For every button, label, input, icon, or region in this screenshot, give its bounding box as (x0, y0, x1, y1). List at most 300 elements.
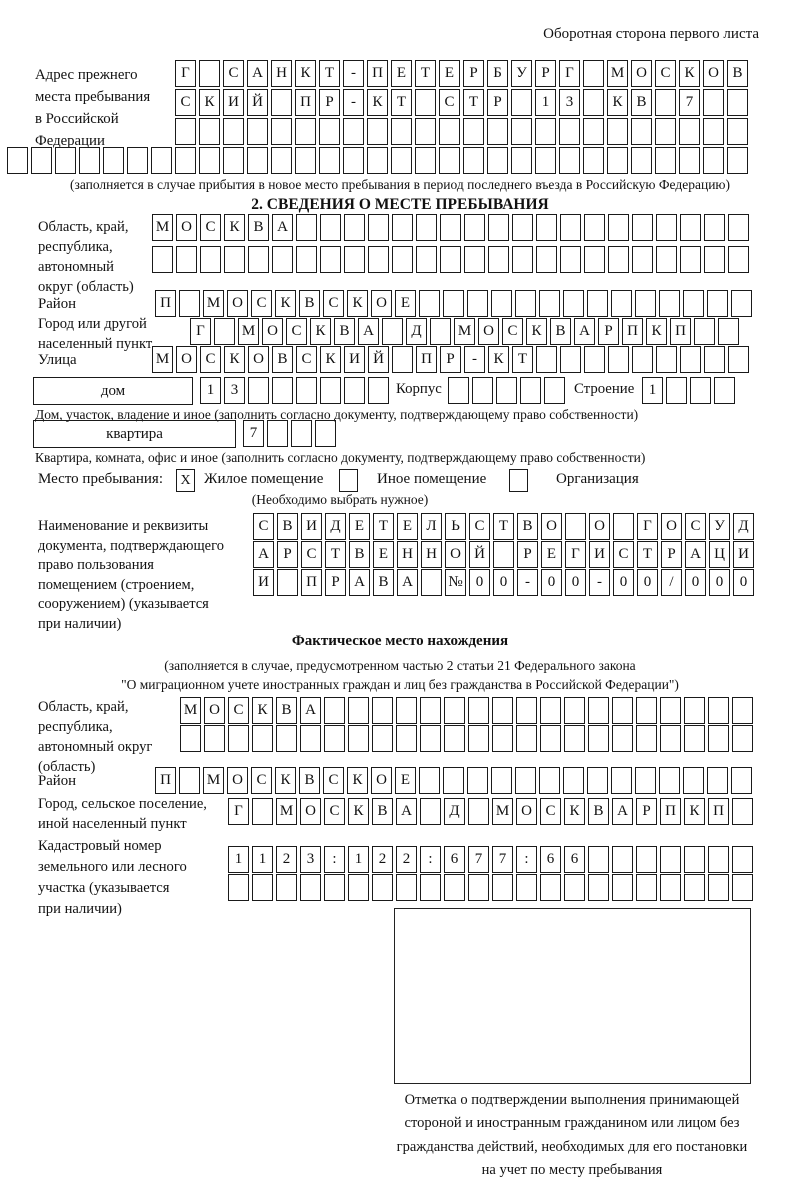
char-cell[interactable] (103, 147, 124, 174)
char-cell[interactable] (247, 147, 268, 174)
char-cell[interactable]: Е (391, 60, 412, 87)
char-cell[interactable] (636, 846, 657, 873)
char-cell[interactable] (320, 246, 341, 273)
char-cell[interactable] (464, 214, 485, 241)
char-cell[interactable] (536, 346, 557, 373)
prev-address-row-2[interactable] (175, 89, 748, 116)
cadastral-row-2[interactable] (228, 874, 753, 901)
char-cell[interactable]: - (464, 346, 485, 373)
char-cell[interactable]: К (224, 346, 245, 373)
char-cell[interactable] (252, 874, 273, 901)
char-cell[interactable] (416, 246, 437, 273)
char-cell[interactable] (539, 290, 560, 317)
char-cell[interactable] (544, 377, 565, 404)
char-cell[interactable]: Е (373, 541, 394, 568)
char-cell[interactable] (199, 60, 220, 87)
char-cell[interactable] (636, 874, 657, 901)
char-cell[interactable] (660, 725, 681, 752)
char-cell[interactable] (439, 118, 460, 145)
char-cell[interactable] (320, 214, 341, 241)
char-cell[interactable] (563, 290, 584, 317)
char-cell[interactable]: А (612, 798, 633, 825)
char-cell[interactable]: М (180, 697, 201, 724)
char-cell[interactable]: В (277, 513, 298, 540)
char-cell[interactable] (540, 874, 561, 901)
char-cell[interactable]: Е (395, 290, 416, 317)
char-cell[interactable] (511, 89, 532, 116)
char-cell[interactable]: К (646, 318, 667, 345)
char-cell[interactable] (320, 377, 341, 404)
char-cell[interactable] (468, 874, 489, 901)
char-cell[interactable]: Ц (709, 541, 730, 568)
char-cell[interactable] (179, 290, 200, 317)
char-cell[interactable]: В (299, 767, 320, 794)
char-cell[interactable] (659, 767, 680, 794)
char-cell[interactable]: Т (415, 60, 436, 87)
char-cell[interactable]: С (469, 513, 490, 540)
char-cell[interactable]: П (295, 89, 316, 116)
char-cell[interactable] (443, 767, 464, 794)
char-cell[interactable] (707, 767, 728, 794)
char-cell[interactable]: Е (395, 767, 416, 794)
char-cell[interactable]: Е (349, 513, 370, 540)
char-cell[interactable]: М (492, 798, 513, 825)
char-cell[interactable]: Р (319, 89, 340, 116)
char-cell[interactable]: С (175, 89, 196, 116)
char-cell[interactable]: А (253, 541, 274, 568)
char-cell[interactable] (515, 290, 536, 317)
char-cell[interactable]: Г (637, 513, 658, 540)
char-cell[interactable] (636, 725, 657, 752)
char-cell[interactable] (704, 214, 725, 241)
char-cell[interactable] (396, 725, 417, 752)
char-cell[interactable]: К (488, 346, 509, 373)
char-cell[interactable] (391, 147, 412, 174)
char-cell[interactable]: К (275, 767, 296, 794)
char-cell[interactable] (694, 318, 715, 345)
char-cell[interactable] (631, 147, 652, 174)
char-cell[interactable] (488, 214, 509, 241)
char-cell[interactable] (343, 118, 364, 145)
char-cell[interactable] (583, 60, 604, 87)
char-cell[interactable] (487, 147, 508, 174)
char-cell[interactable] (679, 147, 700, 174)
char-cell[interactable]: В (248, 214, 269, 241)
char-cell[interactable] (583, 118, 604, 145)
char-cell[interactable] (731, 290, 752, 317)
char-cell[interactable]: А (358, 318, 379, 345)
char-cell[interactable]: М (607, 60, 628, 87)
char-cell[interactable] (560, 346, 581, 373)
char-cell[interactable]: Д (325, 513, 346, 540)
actual-district-row[interactable] (155, 767, 752, 794)
char-cell[interactable] (223, 118, 244, 145)
char-cell[interactable] (588, 725, 609, 752)
prev-address-row-3[interactable] (175, 118, 748, 145)
char-cell[interactable]: А (685, 541, 706, 568)
char-cell[interactable]: 0 (493, 569, 514, 596)
char-cell[interactable]: М (152, 214, 173, 241)
char-cell[interactable]: Р (440, 346, 461, 373)
char-cell[interactable] (176, 246, 197, 273)
char-cell[interactable]: В (276, 697, 297, 724)
char-cell[interactable]: О (703, 60, 724, 87)
char-cell[interactable] (732, 725, 753, 752)
char-cell[interactable] (468, 725, 489, 752)
char-cell[interactable] (223, 147, 244, 174)
char-cell[interactable]: 3 (300, 846, 321, 873)
stroenie-cells[interactable] (642, 377, 735, 404)
korpus-cells[interactable] (448, 377, 565, 404)
char-cell[interactable]: С (324, 798, 345, 825)
char-cell[interactable]: О (371, 767, 392, 794)
char-cell[interactable] (296, 377, 317, 404)
char-cell[interactable] (467, 767, 488, 794)
char-cell[interactable] (151, 147, 172, 174)
char-cell[interactable]: О (589, 513, 610, 540)
checkbox-other-premises[interactable] (339, 469, 358, 492)
char-cell[interactable] (660, 846, 681, 873)
char-cell[interactable] (199, 118, 220, 145)
char-cell[interactable] (200, 246, 221, 273)
char-cell[interactable]: 1 (228, 846, 249, 873)
char-cell[interactable]: О (631, 60, 652, 87)
char-cell[interactable] (79, 147, 100, 174)
char-cell[interactable] (536, 214, 557, 241)
char-cell[interactable]: К (320, 346, 341, 373)
char-cell[interactable]: Т (493, 513, 514, 540)
char-cell[interactable] (727, 89, 748, 116)
char-cell[interactable] (632, 214, 653, 241)
char-cell[interactable]: Т (373, 513, 394, 540)
char-cell[interactable]: 1 (348, 846, 369, 873)
char-cell[interactable]: 1 (535, 89, 556, 116)
char-cell[interactable] (611, 290, 632, 317)
char-cell[interactable]: О (204, 697, 225, 724)
char-cell[interactable]: М (276, 798, 297, 825)
char-cell[interactable]: О (248, 346, 269, 373)
char-cell[interactable]: Р (463, 60, 484, 87)
char-cell[interactable] (584, 346, 605, 373)
char-cell[interactable]: Н (271, 60, 292, 87)
char-cell[interactable] (204, 725, 225, 752)
char-cell[interactable] (583, 89, 604, 116)
char-cell[interactable]: О (541, 513, 562, 540)
actual-region-row-2[interactable] (180, 725, 753, 752)
char-cell[interactable] (416, 214, 437, 241)
char-cell[interactable] (516, 874, 537, 901)
char-cell[interactable]: С (296, 346, 317, 373)
char-cell[interactable] (540, 725, 561, 752)
apartment-box[interactable]: квартира (33, 420, 236, 448)
char-cell[interactable] (511, 147, 532, 174)
char-cell[interactable]: И (301, 513, 322, 540)
char-cell[interactable]: К (607, 89, 628, 116)
char-cell[interactable]: С (223, 60, 244, 87)
char-cell[interactable] (420, 798, 441, 825)
char-cell[interactable] (272, 246, 293, 273)
char-cell[interactable]: У (511, 60, 532, 87)
char-cell[interactable]: А (247, 60, 268, 87)
char-cell[interactable] (587, 767, 608, 794)
char-cell[interactable] (704, 346, 725, 373)
char-cell[interactable] (343, 147, 364, 174)
char-cell[interactable] (732, 798, 753, 825)
char-cell[interactable]: К (348, 798, 369, 825)
char-cell[interactable]: И (733, 541, 754, 568)
char-cell[interactable] (319, 118, 340, 145)
char-cell[interactable] (718, 318, 739, 345)
apartment-cells[interactable] (243, 420, 336, 447)
char-cell[interactable] (391, 118, 412, 145)
char-cell[interactable] (496, 377, 517, 404)
char-cell[interactable] (368, 214, 389, 241)
char-cell[interactable]: П (708, 798, 729, 825)
char-cell[interactable]: 0 (565, 569, 586, 596)
char-cell[interactable] (728, 246, 749, 273)
char-cell[interactable] (277, 569, 298, 596)
char-cell[interactable]: С (301, 541, 322, 568)
char-cell[interactable] (491, 767, 512, 794)
char-cell[interactable] (666, 377, 687, 404)
char-cell[interactable] (656, 214, 677, 241)
char-cell[interactable]: С (439, 89, 460, 116)
char-cell[interactable] (468, 697, 489, 724)
char-cell[interactable] (731, 767, 752, 794)
char-cell[interactable]: Г (228, 798, 249, 825)
char-cell[interactable] (440, 214, 461, 241)
char-cell[interactable]: О (445, 541, 466, 568)
char-cell[interactable] (372, 697, 393, 724)
char-cell[interactable]: Д (733, 513, 754, 540)
char-cell[interactable]: - (589, 569, 610, 596)
cadastral-row-1[interactable] (228, 846, 753, 873)
char-cell[interactable]: С (502, 318, 523, 345)
street-row[interactable] (152, 346, 749, 373)
char-cell[interactable] (348, 874, 369, 901)
char-cell[interactable] (252, 725, 273, 752)
char-cell[interactable] (728, 214, 749, 241)
char-cell[interactable] (472, 377, 493, 404)
char-cell[interactable]: В (334, 318, 355, 345)
char-cell[interactable] (703, 118, 724, 145)
char-cell[interactable] (372, 874, 393, 901)
char-cell[interactable]: П (155, 767, 176, 794)
char-cell[interactable] (440, 246, 461, 273)
region-row-2[interactable] (152, 246, 749, 273)
char-cell[interactable] (295, 147, 316, 174)
char-cell[interactable]: С (286, 318, 307, 345)
char-cell[interactable] (291, 420, 312, 447)
char-cell[interactable] (248, 377, 269, 404)
char-cell[interactable] (560, 214, 581, 241)
char-cell[interactable] (683, 767, 704, 794)
char-cell[interactable]: Н (421, 541, 442, 568)
char-cell[interactable]: П (660, 798, 681, 825)
char-cell[interactable] (564, 697, 585, 724)
char-cell[interactable] (612, 846, 633, 873)
char-cell[interactable]: Р (325, 569, 346, 596)
region-row-1[interactable] (152, 214, 749, 241)
char-cell[interactable]: О (516, 798, 537, 825)
char-cell[interactable]: С (251, 767, 272, 794)
char-cell[interactable] (296, 246, 317, 273)
char-cell[interactable]: Р (487, 89, 508, 116)
char-cell[interactable] (344, 214, 365, 241)
char-cell[interactable] (588, 874, 609, 901)
char-cell[interactable]: П (155, 290, 176, 317)
char-cell[interactable]: А (349, 569, 370, 596)
char-cell[interactable] (631, 118, 652, 145)
char-cell[interactable]: 0 (685, 569, 706, 596)
char-cell[interactable]: А (272, 214, 293, 241)
char-cell[interactable] (372, 725, 393, 752)
char-cell[interactable] (584, 246, 605, 273)
char-cell[interactable] (732, 697, 753, 724)
char-cell[interactable]: О (371, 290, 392, 317)
char-cell[interactable] (368, 377, 389, 404)
char-cell[interactable] (419, 290, 440, 317)
char-cell[interactable] (684, 725, 705, 752)
char-cell[interactable] (660, 874, 681, 901)
char-cell[interactable]: Р (636, 798, 657, 825)
char-cell[interactable] (464, 246, 485, 273)
char-cell[interactable] (271, 89, 292, 116)
char-cell[interactable]: К (295, 60, 316, 87)
char-cell[interactable]: А (574, 318, 595, 345)
char-cell[interactable] (559, 147, 580, 174)
char-cell[interactable] (565, 513, 586, 540)
char-cell[interactable]: К (367, 89, 388, 116)
char-cell[interactable] (563, 767, 584, 794)
char-cell[interactable] (683, 290, 704, 317)
char-cell[interactable]: 2 (372, 846, 393, 873)
char-cell[interactable] (708, 697, 729, 724)
char-cell[interactable] (247, 118, 268, 145)
char-cell[interactable] (175, 147, 196, 174)
char-cell[interactable]: 7 (679, 89, 700, 116)
char-cell[interactable] (660, 697, 681, 724)
char-cell[interactable]: 6 (540, 846, 561, 873)
house-number-cells[interactable] (200, 377, 389, 404)
char-cell[interactable]: : (420, 846, 441, 873)
char-cell[interactable] (382, 318, 403, 345)
char-cell[interactable] (539, 767, 560, 794)
char-cell[interactable] (684, 697, 705, 724)
char-cell[interactable] (659, 290, 680, 317)
char-cell[interactable]: Е (541, 541, 562, 568)
char-cell[interactable]: Р (277, 541, 298, 568)
char-cell[interactable] (487, 118, 508, 145)
char-cell[interactable] (727, 118, 748, 145)
char-cell[interactable]: В (517, 513, 538, 540)
char-cell[interactable]: С (200, 214, 221, 241)
char-cell[interactable] (415, 118, 436, 145)
char-cell[interactable]: К (684, 798, 705, 825)
char-cell[interactable]: Т (391, 89, 412, 116)
char-cell[interactable] (656, 346, 677, 373)
char-cell[interactable] (420, 725, 441, 752)
char-cell[interactable]: П (622, 318, 643, 345)
char-cell[interactable] (612, 697, 633, 724)
char-cell[interactable] (511, 118, 532, 145)
char-cell[interactable]: О (227, 767, 248, 794)
char-cell[interactable] (708, 846, 729, 873)
char-cell[interactable] (324, 697, 345, 724)
char-cell[interactable]: 0 (637, 569, 658, 596)
char-cell[interactable] (708, 874, 729, 901)
char-cell[interactable]: М (203, 290, 224, 317)
char-cell[interactable]: А (300, 697, 321, 724)
char-cell[interactable]: Б (487, 60, 508, 87)
char-cell[interactable]: Г (559, 60, 580, 87)
char-cell[interactable] (179, 767, 200, 794)
char-cell[interactable] (444, 697, 465, 724)
char-cell[interactable] (655, 147, 676, 174)
char-cell[interactable] (587, 290, 608, 317)
char-cell[interactable] (732, 874, 753, 901)
char-cell[interactable]: 1 (642, 377, 663, 404)
char-cell[interactable]: В (299, 290, 320, 317)
char-cell[interactable] (492, 725, 513, 752)
char-cell[interactable]: К (347, 767, 368, 794)
char-cell[interactable]: К (224, 214, 245, 241)
char-cell[interactable] (612, 874, 633, 901)
char-cell[interactable]: В (727, 60, 748, 87)
char-cell[interactable] (564, 725, 585, 752)
char-cell[interactable] (55, 147, 76, 174)
char-cell[interactable]: С (251, 290, 272, 317)
city-row[interactable] (190, 318, 739, 345)
char-cell[interactable] (348, 697, 369, 724)
char-cell[interactable]: В (588, 798, 609, 825)
char-cell[interactable] (419, 767, 440, 794)
char-cell[interactable] (684, 846, 705, 873)
char-cell[interactable] (344, 377, 365, 404)
document-row-3[interactable] (253, 569, 754, 596)
char-cell[interactable] (535, 147, 556, 174)
char-cell[interactable] (421, 569, 442, 596)
char-cell[interactable]: И (344, 346, 365, 373)
document-row-2[interactable] (253, 541, 754, 568)
char-cell[interactable] (655, 118, 676, 145)
char-cell[interactable] (324, 874, 345, 901)
char-cell[interactable]: О (478, 318, 499, 345)
char-cell[interactable]: Г (190, 318, 211, 345)
char-cell[interactable]: М (238, 318, 259, 345)
char-cell[interactable]: 0 (733, 569, 754, 596)
char-cell[interactable] (180, 725, 201, 752)
char-cell[interactable] (732, 846, 753, 873)
char-cell[interactable] (516, 725, 537, 752)
char-cell[interactable]: О (176, 346, 197, 373)
prev-address-row-1[interactable] (175, 60, 748, 87)
char-cell[interactable]: С (540, 798, 561, 825)
char-cell[interactable]: О (300, 798, 321, 825)
char-cell[interactable]: 7 (468, 846, 489, 873)
char-cell[interactable] (703, 147, 724, 174)
char-cell[interactable] (492, 697, 513, 724)
char-cell[interactable]: Д (406, 318, 427, 345)
char-cell[interactable] (707, 290, 728, 317)
char-cell[interactable] (443, 290, 464, 317)
actual-city-row[interactable] (228, 798, 753, 825)
char-cell[interactable] (368, 246, 389, 273)
char-cell[interactable] (635, 290, 656, 317)
char-cell[interactable] (488, 246, 509, 273)
char-cell[interactable]: К (564, 798, 585, 825)
char-cell[interactable]: М (152, 346, 173, 373)
